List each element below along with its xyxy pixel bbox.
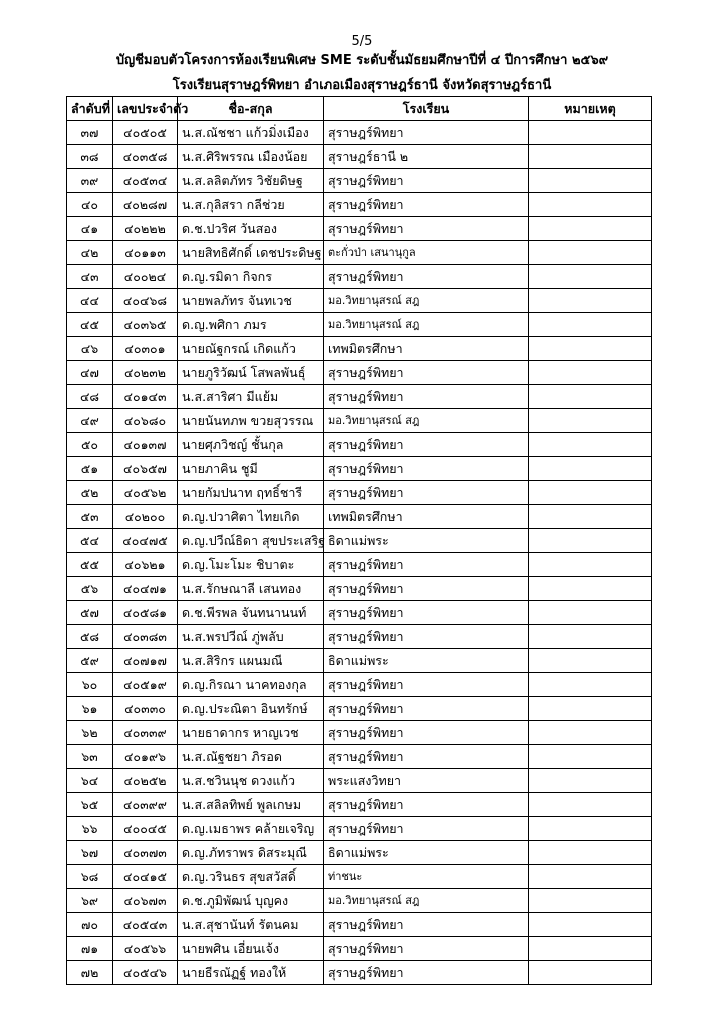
- row-student-id: ๔๐๒๐๐: [113, 505, 178, 529]
- row-full-name: นายภาคิน ชูมี: [178, 457, 324, 481]
- row-order-number: ๖๐: [67, 673, 113, 697]
- row-full-name: นายนันทภพ ขวยสุวรรณ: [178, 409, 324, 433]
- row-full-name: นายกัมปนาท ฤทธิ์ชารี: [178, 481, 324, 505]
- row-school: ท่าชนะ: [324, 865, 529, 889]
- row-order-number: ๕๖: [67, 577, 113, 601]
- row-remark: [529, 361, 652, 385]
- row-order-number: ๔๐: [67, 193, 113, 217]
- table-row: [67, 577, 652, 601]
- row-remark: [529, 505, 652, 529]
- table-header-row: [67, 97, 652, 121]
- row-school: สุราษฎร์พิทยา: [324, 913, 529, 937]
- row-order-number: ๕๙: [67, 649, 113, 673]
- row-remark: [529, 745, 652, 769]
- row-remark: [529, 913, 652, 937]
- row-school: สุราษฎร์พิทยา: [324, 193, 529, 217]
- row-student-id: ๔๐๗๑๗: [113, 649, 178, 673]
- row-remark: [529, 385, 652, 409]
- row-full-name: น.ส.สาริศา มีแย้ม: [178, 385, 324, 409]
- row-student-id: ๔๐๓๓๙: [113, 721, 178, 745]
- row-remark: [529, 937, 652, 961]
- row-order-number: ๕๔: [67, 529, 113, 553]
- row-school: ตะกั่วป่า เสนานุกูล: [324, 241, 529, 265]
- row-remark: [529, 265, 652, 289]
- row-remark: [529, 649, 652, 673]
- row-remark: [529, 217, 652, 241]
- row-school: ธิดาแม่พระ: [324, 649, 529, 673]
- row-full-name: น.ส.สลิลทิพย์ พูลเกษม: [178, 793, 324, 817]
- row-remark: [529, 193, 652, 217]
- row-remark: [529, 433, 652, 457]
- row-order-number: ๕๕: [67, 553, 113, 577]
- row-school: สุราษฎร์พิทยา: [324, 793, 529, 817]
- row-order-number: ๖๙: [67, 889, 113, 913]
- row-student-id: ๔๐๑๔๓: [113, 385, 178, 409]
- row-student-id: ๔๐๓๕๘: [113, 145, 178, 169]
- row-school: สุราษฎร์พิทยา: [324, 553, 529, 577]
- table-row: [67, 937, 652, 961]
- row-remark: [529, 169, 652, 193]
- row-remark: [529, 961, 652, 985]
- row-school: สุราษฎร์พิทยา: [324, 625, 529, 649]
- row-order-number: ๔๑: [67, 217, 113, 241]
- table-row: [67, 241, 652, 265]
- row-full-name: น.ส.พรปวีณ์ ภู่พลับ: [178, 625, 324, 649]
- row-full-name: ด.ช.ปวริศ วันสอง: [178, 217, 324, 241]
- row-student-id: ๔๐๒๒๒: [113, 217, 178, 241]
- row-student-id: ๔๐๕๔๓: [113, 913, 178, 937]
- row-school: สุราษฎร์ธานี ๒: [324, 145, 529, 169]
- table-row: [67, 601, 652, 625]
- row-student-id: ๔๐๐๒๔: [113, 265, 178, 289]
- row-school: สุราษฎร์พิทยา: [324, 961, 529, 985]
- row-remark: [529, 841, 652, 865]
- table-row: [67, 649, 652, 673]
- row-full-name: นายณัฐกรณ์ เกิดแก้ว: [178, 337, 324, 361]
- row-remark: [529, 769, 652, 793]
- row-order-number: ๕๗: [67, 601, 113, 625]
- row-order-number: ๓๘: [67, 145, 113, 169]
- row-order-number: ๕๒: [67, 481, 113, 505]
- row-school: สุราษฎร์พิทยา: [324, 217, 529, 241]
- row-remark: [529, 289, 652, 313]
- row-school: พระแสงวิทยา: [324, 769, 529, 793]
- row-remark: [529, 817, 652, 841]
- table-row: [67, 457, 652, 481]
- row-order-number: ๔๖: [67, 337, 113, 361]
- document-title: บัญชีมอบตัวโครงการห้องเรียนพิเศษ SME ระดับชั้นมัธยมศึกษาปีที่ ๔ ปีการศึกษา ๒๕๖๙: [115, 53, 609, 68]
- row-full-name: นายพศิน เอี่ยนเจ้ง: [178, 937, 324, 961]
- row-student-id: ๔๐๒๓๒: [113, 361, 178, 385]
- row-full-name: ด.ญ.โมะโมะ ชิบาตะ: [178, 553, 324, 577]
- table-row: [67, 961, 652, 985]
- row-full-name: นายศุภวิชญ์ ชั้นกุล: [178, 433, 324, 457]
- table-row: [67, 625, 652, 649]
- row-remark: [529, 625, 652, 649]
- row-school: สุราษฎร์พิทยา: [324, 457, 529, 481]
- row-school: สุราษฎร์พิทยา: [324, 937, 529, 961]
- row-order-number: ๔๒: [67, 241, 113, 265]
- header-full-name: ชื่อ-สกุล: [178, 97, 324, 121]
- row-school: ธิดาแม่พระ: [324, 529, 529, 553]
- row-remark: [529, 601, 652, 625]
- row-order-number: ๖๓: [67, 745, 113, 769]
- row-remark: [529, 889, 652, 913]
- row-remark: [529, 721, 652, 745]
- table-row: [67, 313, 652, 337]
- table-row: [67, 769, 652, 793]
- row-full-name: น.ส.ณัชชา แก้วมิ่งเมือง: [178, 121, 324, 145]
- row-remark: [529, 313, 652, 337]
- row-student-id: ๔๐๖๕๗: [113, 457, 178, 481]
- row-student-id: ๔๐๑๙๖: [113, 745, 178, 769]
- document-subtitle: โรงเรียนสุราษฎร์พิทยา อำเภอเมืองสุราษฎร์ธานี จังหวัดสุราษฎร์ธานี: [172, 78, 552, 93]
- row-remark: [529, 409, 652, 433]
- table-row: [67, 913, 652, 937]
- row-student-id: ๔๐๓๗๓: [113, 841, 178, 865]
- table-row: [67, 121, 652, 145]
- student-roster-table: [66, 96, 652, 985]
- row-student-id: ๔๐๓๘๓: [113, 625, 178, 649]
- row-student-id: ๔๐๐๔๕: [113, 817, 178, 841]
- table-row: [67, 145, 652, 169]
- row-school: สุราษฎร์พิทยา: [324, 481, 529, 505]
- row-school: มอ.วิทยานุสรณ์ สฎ: [324, 889, 529, 913]
- row-order-number: ๕๓: [67, 505, 113, 529]
- row-school: สุราษฎร์พิทยา: [324, 361, 529, 385]
- table-row: [67, 217, 652, 241]
- row-student-id: ๔๐๓๐๑: [113, 337, 178, 361]
- row-order-number: ๔๗: [67, 361, 113, 385]
- row-student-id: ๔๐๓๖๕: [113, 313, 178, 337]
- row-full-name: ด.ญ.ภัทราพร ดิสระมุณี: [178, 841, 324, 865]
- table-row: [67, 505, 652, 529]
- row-remark: [529, 529, 652, 553]
- table-row: [67, 721, 652, 745]
- table-row: [67, 793, 652, 817]
- row-full-name: ด.ญ.ประณิตา อินทรักษ์: [178, 697, 324, 721]
- row-order-number: ๖๘: [67, 865, 113, 889]
- row-student-id: ๔๐๔๗๕: [113, 529, 178, 553]
- table-row: [67, 673, 652, 697]
- row-full-name: น.ส.สิริกร แผนมณี: [178, 649, 324, 673]
- table-row: [67, 697, 652, 721]
- row-full-name: ด.ญ.รมิดา กิจกร: [178, 265, 324, 289]
- row-full-name: ด.ญ.เมธาพร คล้ายเจริญ: [178, 817, 324, 841]
- row-full-name: ด.ช.พีรพล จันทนานนท์: [178, 601, 324, 625]
- row-school: สุราษฎร์พิทยา: [324, 169, 529, 193]
- table-row: [67, 289, 652, 313]
- row-order-number: ๖๑: [67, 697, 113, 721]
- header-order-number: ลำดับที่: [67, 97, 113, 121]
- row-student-id: ๔๐๔๗๑: [113, 577, 178, 601]
- table-row: [67, 169, 652, 193]
- row-full-name: น.ส.ชวินนุช ดวงแก้ว: [178, 769, 324, 793]
- row-school: สุราษฎร์พิทยา: [324, 601, 529, 625]
- row-order-number: ๕๑: [67, 457, 113, 481]
- row-order-number: ๖๔: [67, 769, 113, 793]
- table-row: [67, 337, 652, 361]
- table-row: [67, 865, 652, 889]
- row-order-number: ๔๙: [67, 409, 113, 433]
- row-student-id: ๔๐๓๓๐: [113, 697, 178, 721]
- row-school: มอ.วิทยานุสรณ์ สฎ: [324, 289, 529, 313]
- row-remark: [529, 241, 652, 265]
- row-full-name: ด.ญ.วรินธร สุขสวัสดิ์: [178, 865, 324, 889]
- row-student-id: ๔๐๕๘๑: [113, 601, 178, 625]
- row-remark: [529, 481, 652, 505]
- row-full-name: น.ส.รักษณาลี เสนทอง: [178, 577, 324, 601]
- row-full-name: ด.ญ.พศิกา ภมร: [178, 313, 324, 337]
- row-remark: [529, 121, 652, 145]
- row-full-name: นายภูริวัฒน์ โสพลพันธุ์: [178, 361, 324, 385]
- row-order-number: ๖๕: [67, 793, 113, 817]
- row-full-name: ด.ช.ภูมิพัฒน์ บุญคง: [178, 889, 324, 913]
- table-row: [67, 409, 652, 433]
- row-student-id: ๔๐๔๖๘: [113, 289, 178, 313]
- row-student-id: ๔๐๑๑๓: [113, 241, 178, 265]
- row-remark: [529, 793, 652, 817]
- table-row: [67, 529, 652, 553]
- row-order-number: ๗๒: [67, 961, 113, 985]
- table-row: [67, 889, 652, 913]
- table-row: [67, 361, 652, 385]
- row-order-number: ๗๐: [67, 913, 113, 937]
- row-student-id: ๔๐๕๓๔: [113, 169, 178, 193]
- row-student-id: ๔๐๖๒๑: [113, 553, 178, 577]
- row-order-number: ๔๘: [67, 385, 113, 409]
- row-full-name: น.ส.ศิริพรรณ เมืองน้อย: [178, 145, 324, 169]
- row-order-number: ๕๐: [67, 433, 113, 457]
- table-row: [67, 745, 652, 769]
- header-remark: หมายเหตุ: [529, 97, 652, 121]
- row-school: เทพมิตรศึกษา: [324, 505, 529, 529]
- row-student-id: ๔๐๒๘๗: [113, 193, 178, 217]
- row-school: สุราษฎร์พิทยา: [324, 433, 529, 457]
- row-school: สุราษฎร์พิทยา: [324, 697, 529, 721]
- row-full-name: ด.ญ.ปวีณ์ธิดา สุขประเสริฐ: [178, 529, 324, 553]
- page-number: 5/5: [351, 34, 373, 49]
- table-row: [67, 553, 652, 577]
- row-full-name: น.ส.ณัฐชยา ภิรอด: [178, 745, 324, 769]
- row-student-id: ๔๐๑๓๗: [113, 433, 178, 457]
- row-order-number: ๖๖: [67, 817, 113, 841]
- row-full-name: นายสิทธิศักดิ์ เดชประดิษฐ: [178, 241, 324, 265]
- table-row: [67, 481, 652, 505]
- row-student-id: ๔๐๕๖๒: [113, 481, 178, 505]
- row-remark: [529, 145, 652, 169]
- table-body: [67, 121, 652, 985]
- row-school: สุราษฎร์พิทยา: [324, 673, 529, 697]
- row-school: สุราษฎร์พิทยา: [324, 721, 529, 745]
- row-student-id: ๔๐๕๑๙: [113, 673, 178, 697]
- row-full-name: ด.ญ.กิรณา นาคทองกุล: [178, 673, 324, 697]
- header-student-id: เลขประจำตัว: [113, 97, 178, 121]
- row-full-name: น.ส.สุชานันท์ รัตนคม: [178, 913, 324, 937]
- row-full-name: น.ส.ลลิตภัทร วิชัยดิษฐ: [178, 169, 324, 193]
- table-row: [67, 385, 652, 409]
- row-school: สุราษฎร์พิทยา: [324, 577, 529, 601]
- row-remark: [529, 697, 652, 721]
- row-student-id: ๔๐๒๕๒: [113, 769, 178, 793]
- table-row: [67, 817, 652, 841]
- table-row: [67, 193, 652, 217]
- row-order-number: ๕๘: [67, 625, 113, 649]
- table-row: [67, 265, 652, 289]
- row-student-id: ๔๐๖๗๓: [113, 889, 178, 913]
- row-full-name: ด.ญ.ปวาศิตา ไทยเกิด: [178, 505, 324, 529]
- row-school: สุราษฎร์พิทยา: [324, 121, 529, 145]
- row-school: เทพมิตรศึกษา: [324, 337, 529, 361]
- row-student-id: ๔๐๖๘๐: [113, 409, 178, 433]
- row-order-number: ๖๒: [67, 721, 113, 745]
- row-student-id: ๔๐๕๐๕: [113, 121, 178, 145]
- row-order-number: ๔๓: [67, 265, 113, 289]
- row-full-name: นายธีรณัฏฐ์ ทองให้: [178, 961, 324, 985]
- row-full-name: นายพลภัทร จันทเวช: [178, 289, 324, 313]
- row-full-name: นายธาดากร หาญเวช: [178, 721, 324, 745]
- row-order-number: ๓๙: [67, 169, 113, 193]
- row-remark: [529, 673, 652, 697]
- row-order-number: ๓๗: [67, 121, 113, 145]
- row-order-number: ๔๕: [67, 313, 113, 337]
- row-full-name: น.ส.กุลิสรา กลีช่วย: [178, 193, 324, 217]
- row-school: สุราษฎร์พิทยา: [324, 817, 529, 841]
- row-student-id: ๔๐๕๔๖: [113, 961, 178, 985]
- row-student-id: ๔๐๕๖๖: [113, 937, 178, 961]
- row-student-id: ๔๐๔๑๕: [113, 865, 178, 889]
- row-school: ธิดาแม่พระ: [324, 841, 529, 865]
- row-order-number: ๖๗: [67, 841, 113, 865]
- row-remark: [529, 865, 652, 889]
- row-remark: [529, 457, 652, 481]
- row-school: มอ.วิทยานุสรณ์ สฎ: [324, 409, 529, 433]
- header-school: โรงเรียน: [324, 97, 529, 121]
- row-remark: [529, 577, 652, 601]
- table-row: [67, 841, 652, 865]
- row-order-number: ๔๔: [67, 289, 113, 313]
- row-school: สุราษฎร์พิทยา: [324, 265, 529, 289]
- row-student-id: ๔๐๓๙๙: [113, 793, 178, 817]
- table-row: [67, 433, 652, 457]
- row-school: มอ.วิทยานุสรณ์ สฎ: [324, 313, 529, 337]
- row-remark: [529, 337, 652, 361]
- row-school: สุราษฎร์พิทยา: [324, 745, 529, 769]
- row-order-number: ๗๑: [67, 937, 113, 961]
- row-school: สุราษฎร์พิทยา: [324, 385, 529, 409]
- row-remark: [529, 553, 652, 577]
